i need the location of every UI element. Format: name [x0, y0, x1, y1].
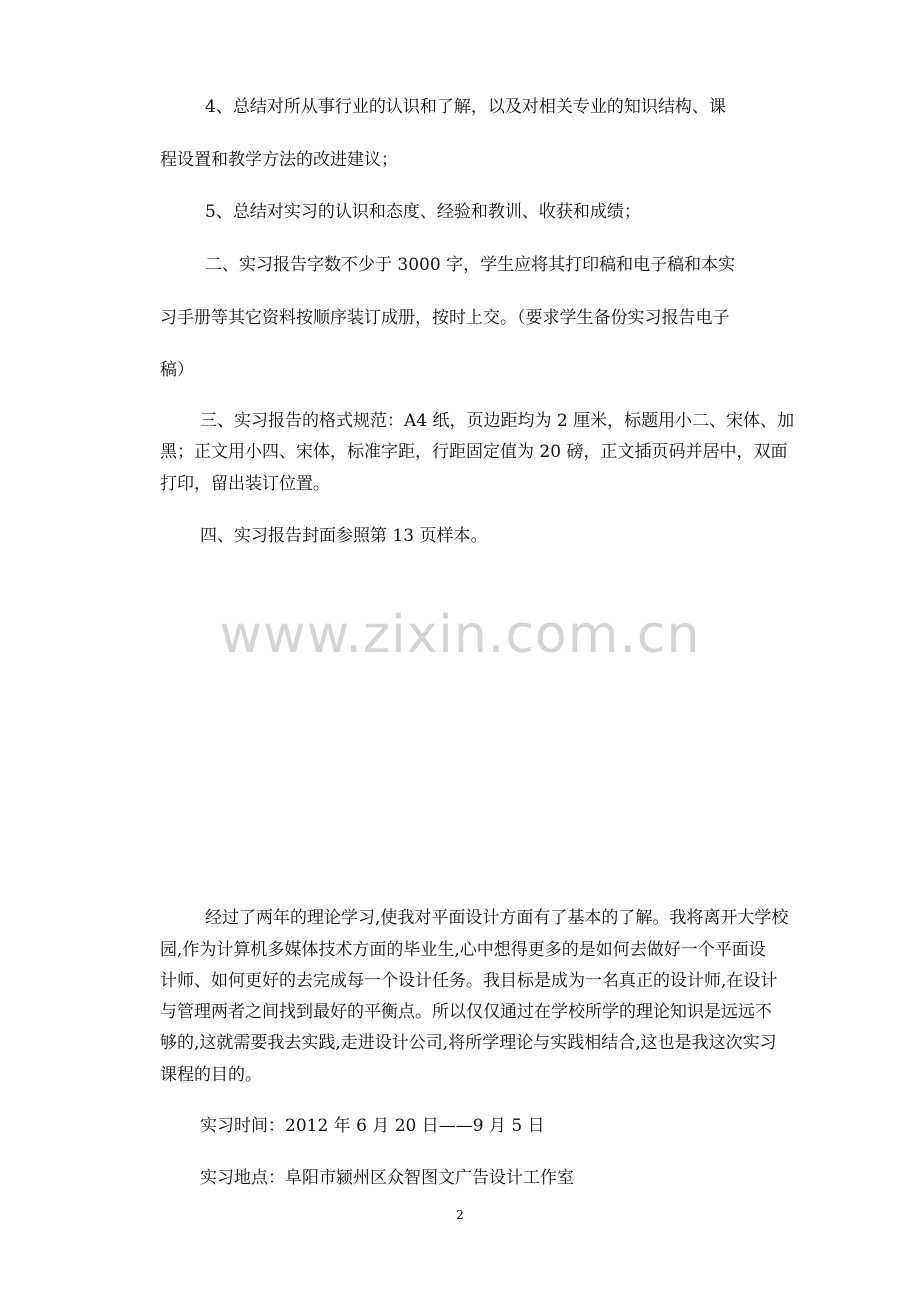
text-line-11: 经过了两年的理论学习,使我对平面设计方面有了基本的了解。我将离开大学校 — [205, 908, 789, 928]
text-line-9: 打印，留出装订位置。 — [160, 474, 330, 494]
text-line-15: 够的,这就需要我去实践,走进设计公司,将所学理论与实践相结合,这也是我这次实习 — [160, 1033, 777, 1053]
watermark: www.zixin.com.cn — [219, 605, 701, 665]
text-line-17: 实习时间：2012 年 6 月 20 日——9 月 5 日 — [200, 1116, 545, 1136]
text-line-10: 四、实习报告封面参照第 13 页样本。 — [200, 526, 488, 546]
text-line-18: 实习地点：阜阳市颍州区众智图文广告设计工作室 — [200, 1168, 574, 1188]
text-line-3: 5、总结对实习的认识和态度、经验和教训、收获和成绩； — [205, 202, 641, 222]
text-line-6: 稿） — [160, 360, 194, 380]
text-line-5: 习手册等其它资料按顺序装订成册，按时上交。（要求学生备份实习报告电子 — [160, 308, 730, 328]
text-line-7: 三、实习报告的格式规范：A4 纸，页边距均为 2 厘米，标题用小二、宋体、加 — [200, 411, 795, 431]
text-line-16: 课程的目的。 — [160, 1065, 262, 1085]
page-number: 2 — [456, 1208, 464, 1222]
text-line-8: 黑；正文用小四、宋体，标准字距，行距固定值为 20 磅，正文插页码并居中，双面 — [160, 442, 788, 462]
text-line-1: 4、总结对所从事行业的认识和了解，以及对相关专业的知识结构、课 — [205, 97, 726, 117]
text-line-12: 园,作为计算机多媒体技术方面的毕业生,心中想得更多的是如何去做好一个平面设 — [160, 940, 766, 960]
text-line-2: 程设置和教学方法的改进建议； — [160, 150, 398, 170]
text-line-4: 二、实习报告字数不少于 3000 字，学生应将其打印稿和电子稿和本实 — [205, 255, 736, 275]
text-line-13: 计师、如何更好的去完成每一个设计任务。我目标是成为一名真正的设计师,在设计 — [160, 971, 778, 991]
text-line-14: 与管理两者之间找到最好的平衡点。所以仅仅通过在学校所学的理论知识是远远不 — [160, 1002, 772, 1022]
